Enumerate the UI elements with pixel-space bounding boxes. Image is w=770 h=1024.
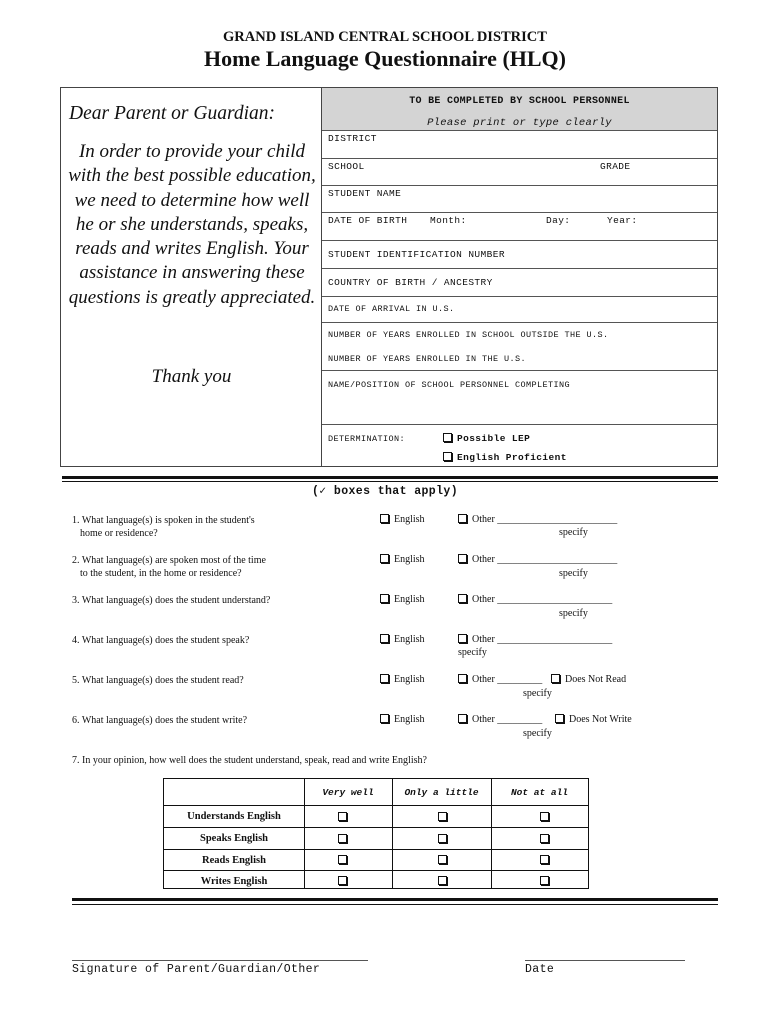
personnel-completing-field[interactable] (322, 370, 717, 422)
letter-greeting: Dear Parent or Guardian: (69, 103, 275, 124)
country-label: COUNTRY OF BIRTH / ANCESTRY (328, 277, 493, 288)
signature-label: Signature of Parent/Guardian/Other (72, 963, 321, 976)
completer-label: NAME/POSITION OF SCHOOL PERSONNEL COMPLETING (328, 380, 571, 390)
other-checkbox[interactable] (458, 674, 467, 683)
possible-lep-option[interactable] (443, 433, 530, 444)
personnel-subtitle: Please print or type clearly (427, 117, 612, 129)
school-label: SCHOOL (328, 161, 365, 172)
english-option[interactable]: English (380, 594, 425, 605)
parent-letter-panel (61, 88, 322, 466)
date-label: Date (525, 963, 555, 976)
dob-label: DATE OF BIRTH (328, 215, 408, 226)
possible-lep-label: Possible LEP (457, 433, 531, 444)
signature-line[interactable] (72, 960, 368, 961)
english-checkbox[interactable] (380, 554, 389, 563)
column-only-a-little: Only a little (404, 787, 479, 798)
years-outside-label: NUMBER OF YEARS ENROLLED IN SCHOOL OUTSIDE THE U.S. (328, 330, 609, 340)
school-personnel-panel (322, 88, 717, 466)
student-name-label: STUDENT NAME (328, 188, 402, 199)
district-field[interactable] (322, 130, 717, 158)
english-checkbox[interactable] (380, 674, 389, 683)
speaks-only-a-little-checkbox[interactable] (438, 834, 447, 843)
speaks-very-well-checkbox[interactable] (338, 834, 347, 843)
date-line[interactable] (525, 960, 685, 961)
arrival-date-field[interactable] (322, 296, 717, 322)
reads-only-a-little-checkbox[interactable] (438, 855, 447, 864)
student-id-label: STUDENT IDENTIFICATION NUMBER (328, 249, 505, 260)
english-checkbox[interactable] (380, 714, 389, 723)
english-option[interactable]: English (380, 714, 425, 725)
possible-lep-checkbox[interactable] (443, 433, 452, 442)
writes-not-at-all-checkbox[interactable] (540, 876, 549, 885)
years-enrolled-field[interactable] (322, 322, 717, 370)
school-field[interactable] (322, 158, 717, 185)
section-divider (62, 476, 718, 479)
grade-label: GRADE (600, 161, 631, 172)
letter-body: In order to provide your child with the best possible education, we need to determine how well he or she understands, speaks, reads and writes English. Your assistance in answering these questions is greatly appreciated. (68, 141, 316, 308)
row-speaks-english: Speaks English (200, 833, 268, 844)
specify-label: specify (559, 608, 588, 619)
question-text: 5. What language(s) does the student read? (72, 675, 244, 686)
english-checkbox[interactable] (380, 634, 389, 643)
dob-year-label: Year: (607, 215, 638, 226)
understands-only-a-little-checkbox[interactable] (438, 812, 447, 821)
country-of-birth-field[interactable] (322, 268, 717, 296)
question-text: 6. What language(s) does the student write? (72, 715, 248, 726)
does-not-write-option[interactable]: Does Not Write (555, 714, 632, 725)
english-option[interactable]: English (380, 554, 425, 565)
column-not-at-all: Not at all (510, 787, 568, 798)
student-id-field[interactable] (322, 240, 717, 268)
determination-field (322, 424, 717, 466)
specify-label: specify (523, 728, 552, 739)
specify-label: specify (523, 688, 552, 699)
other-option[interactable]: Other ________________________ (458, 554, 617, 565)
district-label: DISTRICT (328, 133, 377, 144)
english-proficient-checkbox[interactable] (443, 452, 452, 461)
dob-month-label: Month: (430, 215, 467, 226)
other-option[interactable]: Other _________ (458, 714, 542, 725)
question-text: 4. What language(s) does the student speak? (72, 635, 250, 646)
other-checkbox[interactable] (458, 554, 467, 563)
specify-label: specify (559, 568, 588, 579)
english-option[interactable]: English (380, 674, 425, 685)
english-option[interactable]: English (380, 634, 425, 645)
other-option[interactable]: Other _________ (458, 674, 542, 685)
other-option[interactable]: Other _______________________ (458, 634, 612, 645)
writes-very-well-checkbox[interactable] (338, 876, 347, 885)
does-not-read-option[interactable]: Does Not Read (551, 674, 626, 685)
question-text: 3. What language(s) does the student understand? (72, 595, 271, 606)
english-proficient-option[interactable] (443, 452, 567, 463)
other-checkbox[interactable] (458, 634, 467, 643)
question-7-text: 7. In your opinion, how well does the student understand, speak, read and write English? (72, 755, 427, 766)
question-text: 1. What language(s) is spoken in the student's home or residence? (72, 515, 255, 539)
letter-closing: Thank you (151, 366, 232, 387)
dob-day-label: Day: (546, 215, 571, 226)
speaks-not-at-all-checkbox[interactable] (540, 834, 549, 843)
other-option[interactable]: Other ________________________ (458, 514, 617, 525)
date-of-birth-field[interactable] (322, 212, 717, 240)
english-checkbox[interactable] (380, 594, 389, 603)
top-section-box (60, 87, 718, 467)
row-writes-english: Writes English (200, 876, 268, 887)
other-checkbox[interactable] (458, 714, 467, 723)
other-checkbox[interactable] (458, 594, 467, 603)
reads-not-at-all-checkbox[interactable] (540, 855, 549, 864)
arrival-label: DATE OF ARRIVAL IN U.S. (328, 304, 455, 314)
bottom-divider-thin (72, 904, 718, 905)
bottom-divider (72, 898, 718, 901)
specify-label: specify (458, 647, 487, 658)
other-option[interactable]: Other _______________________ (458, 594, 612, 605)
understands-very-well-checkbox[interactable] (338, 812, 347, 821)
page-title: Home Language Questionnaire (HLQ) (204, 46, 566, 71)
english-proficiency-table (163, 778, 589, 889)
years-us-label: NUMBER OF YEARS ENROLLED IN THE U.S. (328, 354, 527, 364)
does-not-write-checkbox[interactable] (555, 714, 564, 723)
understands-not-at-all-checkbox[interactable] (540, 812, 549, 821)
english-option[interactable]: English (380, 514, 425, 525)
writes-only-a-little-checkbox[interactable] (438, 876, 447, 885)
personnel-header (322, 88, 717, 130)
english-checkbox[interactable] (380, 514, 389, 523)
determination-label: DETERMINATION: (328, 434, 406, 444)
personnel-title: TO BE COMPLETED BY SCHOOL PERSONNEL (409, 96, 630, 107)
english-proficient-label: English Proficient (457, 452, 567, 463)
does-not-read-checkbox[interactable] (551, 674, 560, 683)
row-understands-english: Understands English (187, 811, 281, 822)
reads-very-well-checkbox[interactable] (338, 855, 347, 864)
column-very-well: Very well (322, 787, 374, 798)
student-name-field[interactable] (322, 185, 717, 212)
question-text: 2. What language(s) are spoken most of the time to the student, in the home or residence? (72, 555, 266, 579)
check-boxes-instruction: (✓ boxes that apply) (311, 485, 459, 498)
row-reads-english: Reads English (202, 855, 266, 866)
specify-label: specify (559, 527, 588, 538)
section-divider-thin (62, 481, 718, 482)
district-name: GRAND ISLAND CENTRAL SCHOOL DISTRICT (223, 29, 547, 45)
other-checkbox[interactable] (458, 514, 467, 523)
